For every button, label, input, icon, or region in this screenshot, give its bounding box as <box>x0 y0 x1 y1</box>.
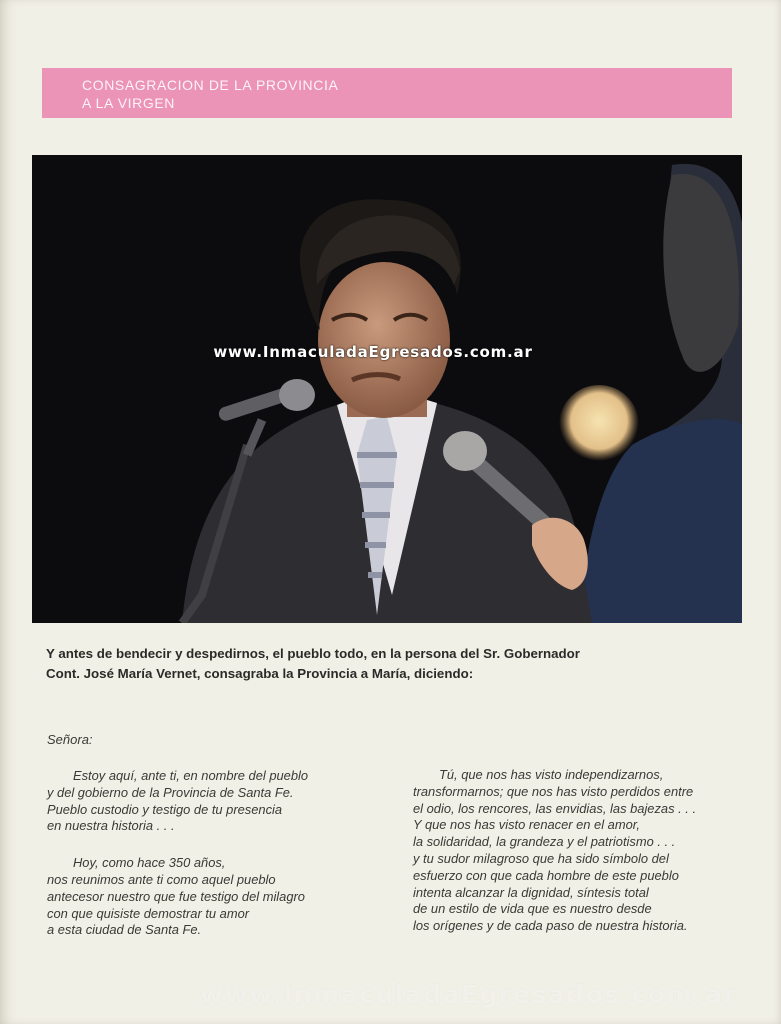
section-header-band <box>42 68 732 118</box>
prayer-left-line: a esta ciudad de Santa Fe. <box>47 922 202 938</box>
stage-light <box>559 385 639 465</box>
prayer-left-line: Estoy aquí, ante ti, en nombre del pueblo <box>73 768 309 783</box>
prayer-right-line: de un estilo de vida que es nuestro desde <box>413 901 652 917</box>
prayer-left-line: y del gobierno de la Provincia de Santa Fe. <box>47 784 294 800</box>
prayer-right-line: Y que nos has visto renacer en el amor, <box>413 817 640 833</box>
photo-illustration <box>32 155 742 623</box>
section-title-line-1: CONSAGRACION DE LA PROVINCIA <box>82 77 339 93</box>
prayer-right-line: los orígenes y de cada paso de nuestra historia. <box>413 918 688 934</box>
prayer-right-line: intenta alcanzar la dignidad, síntesis total <box>413 884 649 900</box>
prayer-left-column <box>47 768 377 939</box>
caption-line-1: Y antes de bendecir y despedirnos, el pueblo todo, en la persona del Sr. Gobernador <box>46 646 580 661</box>
prayer-right-line: la solidaridad, la grandeza y el patriotismo . . . <box>413 834 676 850</box>
prayer-right-line: esfuerzo con que cada hombre de este pueblo <box>413 867 679 883</box>
caption-line-2: Cont. José María Vernet, consagraba la Provincia a María, diciendo: <box>46 666 474 681</box>
prayer-right-line: Tú, que nos has visto independizarnos, <box>439 767 664 782</box>
photo-caption <box>46 644 726 684</box>
prayer-right-column <box>413 767 753 935</box>
footer-watermark: www.InmaculadaEgresados.com.ar <box>200 980 738 1009</box>
prayer-right-line: y tu sudor milagroso que ha sido símbolo del <box>413 850 669 866</box>
left-microphone <box>279 379 315 411</box>
section-title-line-2: A LA VIRGEN <box>82 95 175 111</box>
governor-speech-photo <box>32 155 742 623</box>
prayer-salutation: Señora: <box>47 732 93 747</box>
speaker-face <box>318 262 450 418</box>
prayer-left-line: Hoy, como hace 350 años, <box>73 855 226 871</box>
prayer-left-line: con que quisiste demostrar tu amor <box>47 905 250 921</box>
prayer-left-line: antecesor nuestro que fue testigo del milagro <box>47 888 305 904</box>
prayer-left-line: nos reunimos ante ti como aquel pueblo <box>47 871 276 887</box>
right-microphone <box>443 431 487 471</box>
photo-watermark: www.InmaculadaEgresados.com.ar <box>213 343 533 361</box>
prayer-right-line: el odio, los rencores, las envidias, las bajezas . . . <box>413 800 697 816</box>
prayer-right-line: transformarnos; que nos has visto perdidos entre <box>413 783 694 799</box>
prayer-left-line: en nuestra historia . . . <box>47 818 175 834</box>
prayer-left-line: Pueblo custodio y testigo de tu presencia <box>47 801 283 817</box>
